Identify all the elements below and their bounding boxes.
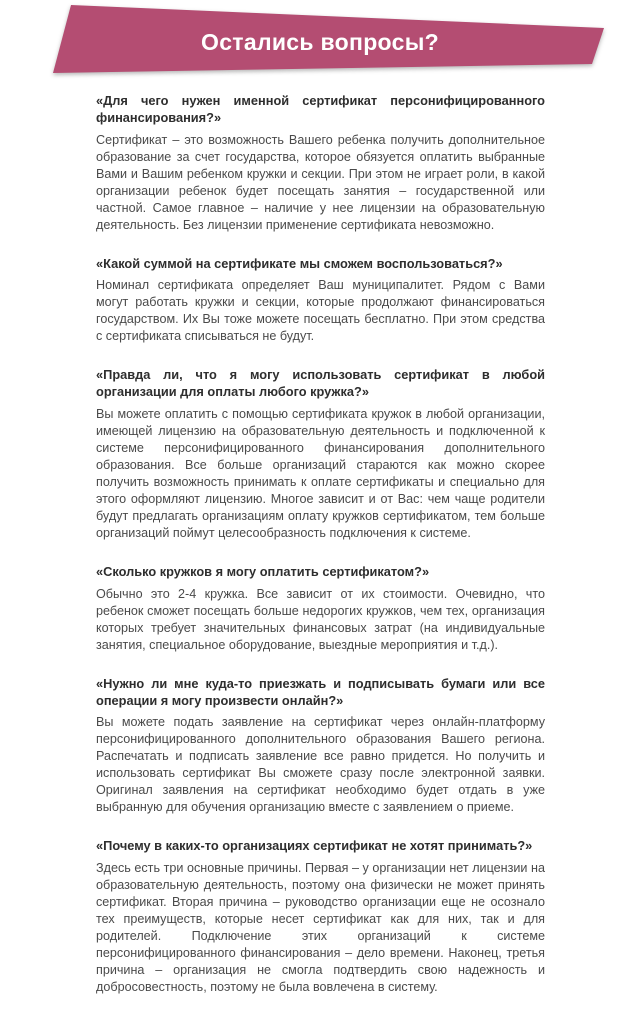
faq-answer: Вы можете подать заявление на сертификат через онлайн-платформу персонифицированного дополнительного образования Вашего региона. Распечатать и подписать заявление все равно придется. Но получить и использовать сертификат Вы сможете сразу после электронной заявки. Оригинал заявления на сертификат необходимо будет отдать в уже выбранную для обучения организацию вместе с заявлением о приеме. bbox=[96, 715, 545, 815]
faq-list bbox=[96, 93, 545, 1018]
faq-answer: Вы можете оплатить с помощью сертификата кружок в любой организации, имеющей лицензию на образовательную деятельность и подключенной к системе персонифицированного финансирования дополнительного образования. Все больше организаций стараются как можно скорее получить возможность принимать к оплате сертификаты и специально для этого оформляют лицензию. Многое зависит и от Вас: чем чаще родители будут предлагать организациям оплату кружков сертификатом, тем больше организаций поймут целесообразность подключения к системе. bbox=[96, 406, 545, 540]
faq-question: «Почему в каких-то организациях сертификат не хотят принимать?» bbox=[96, 838, 533, 854]
faq-answer: Обычно это 2-4 кружка. Все зависит от их стоимости. Очевидно, что ребенок сможет посещать больше недорогих кружков, чем тех, организация которых требует значительных финансовых затрат (на индивидуальные занятия, специальное оборудование, выездные мероприятия и т.д.). bbox=[96, 586, 545, 652]
faq-question: «Какой суммой на сертификате мы сможем воспользоваться?» bbox=[96, 255, 503, 271]
faq-question: «Сколько кружков я могу оплатить сертификатом?» bbox=[96, 563, 430, 579]
faq-question: «Для чего нужен именной сертификат персонифицированного финансирования?» bbox=[96, 93, 545, 125]
faq-answer: Номинал сертификата определяет Ваш муниципалитет. Рядом с Вами могут работать кружки и секции, которые продолжают финансироваться государством. Их Вы тоже можете посещать бесплатно. При этом средства с сертификата списываться не будут. bbox=[96, 278, 545, 344]
faq-item bbox=[96, 93, 545, 234]
header-banner bbox=[0, 0, 640, 84]
faq-item bbox=[96, 564, 545, 654]
faq-item bbox=[96, 367, 545, 542]
faq-item bbox=[96, 256, 545, 346]
page-title: Остались вопросы? bbox=[201, 29, 439, 55]
faq-answer: Сертификат – это возможность Вашего ребенка получить дополнительное образование за счет государства, которое обязуется оплатить выбранные Вами и Вашим ребенком кружки и секции. При этом не играет роли, в какой организации ребенок будет посещать занятия – государственной или частной. Самое главное – наличие у нее лицензии на образовательную деятельность. Без лицензии применение сертификата невозможно. bbox=[96, 132, 545, 232]
faq-question: «Правда ли, что я могу использовать сертификат в любой организации для оплаты любого кружка?» bbox=[96, 367, 545, 400]
faq-answer: Здесь есть три основные причины. Первая – у организации нет лицензии на образовательную деятельность, поэтому она физически не может принять сертификат. Вторая причина – руководство организации еще не осознало тех преимуществ, которые несет сертификат как для них, так и для родителей. Подключение этих организаций к системе персонифицированного финансирования – дело времени. Наконец, третья причина – организация не смогла подтвердить свою надежность и добросовестность, поэтому не была вовлечена в систему. bbox=[96, 861, 545, 995]
faq-item bbox=[96, 838, 545, 996]
faq-question: «Нужно ли мне куда-то приезжать и подписывать бумаги или все операции я могу произвести онлайн?» bbox=[96, 675, 545, 708]
faq-item bbox=[96, 676, 545, 817]
